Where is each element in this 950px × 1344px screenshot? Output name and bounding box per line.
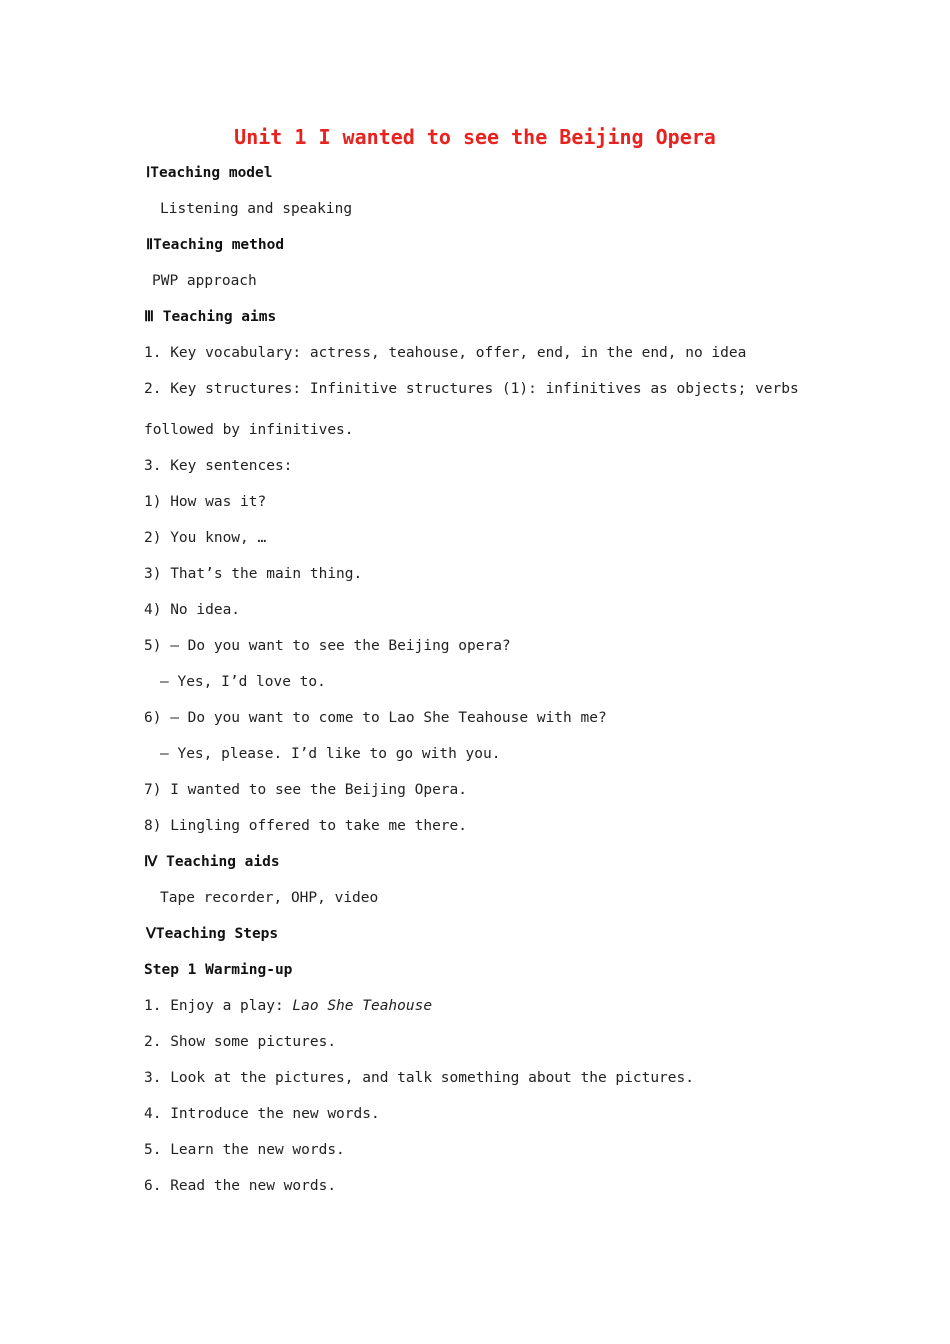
teaching-model-heading: ⅠTeaching model [146, 165, 273, 181]
aims-line: 1. Key vocabulary: actress, teahouse, offer, end, in the end, no idea [144, 345, 747, 361]
play-title: Lao She Teahouse [292, 998, 433, 1014]
teaching-method-text: PWP approach [152, 273, 257, 289]
aims-line: 6) — Do you want to come to Lao She Teahouse with me? [144, 710, 607, 726]
teaching-aids-text: Tape recorder, OHP, video [160, 890, 379, 906]
step1-line: 3. Look at the pictures, and talk something about the pictures. [144, 1070, 694, 1086]
aims-line: 3) That’s the main thing. [144, 566, 363, 582]
step1-line: 4. Introduce the new words. [144, 1106, 380, 1122]
aims-line: 3. Key sentences: [144, 458, 293, 474]
aims-line: 8) Lingling offered to take me there. [144, 818, 468, 834]
teaching-model-text: Listening and speaking [160, 201, 353, 217]
aims-line: — Yes, please. I’d like to go with you. [160, 746, 501, 762]
step1-line [144, 996, 432, 1016]
teaching-method-heading: ⅡTeaching method [146, 237, 285, 253]
aims-line: 7) I wanted to see the Beijing Opera. [144, 782, 468, 798]
aims-line: 2) You know, … [144, 530, 267, 546]
teaching-aids-heading: Ⅳ Teaching aids [144, 854, 280, 870]
teaching-steps-heading: ⅤTeaching Steps [146, 926, 279, 942]
step1-line: 2. Show some pictures. [144, 1034, 337, 1050]
aims-line: 4) No idea. [144, 602, 241, 618]
aims-line: 1) How was it? [144, 494, 267, 510]
document-title: Unit 1 I wanted to see the Beijing Opera [234, 125, 716, 149]
step1-heading: Step 1 Warming-up [144, 962, 293, 978]
aims-line: followed by infinitives. [144, 422, 354, 438]
step1-line: 5. Learn the new words. [144, 1142, 345, 1158]
teaching-aims-heading: Ⅲ Teaching aims [144, 309, 277, 325]
aims-line: — Yes, I’d love to. [160, 674, 326, 690]
step1-line: 6. Read the new words. [144, 1178, 337, 1194]
aims-line: 5) — Do you want to see the Beijing opera? [144, 638, 511, 654]
step1-item1-prefix: 1. Enjoy a play: [144, 998, 293, 1014]
aims-line: 2. Key structures: Infinitive structures (1): infinitives as objects; verbs [144, 381, 799, 397]
